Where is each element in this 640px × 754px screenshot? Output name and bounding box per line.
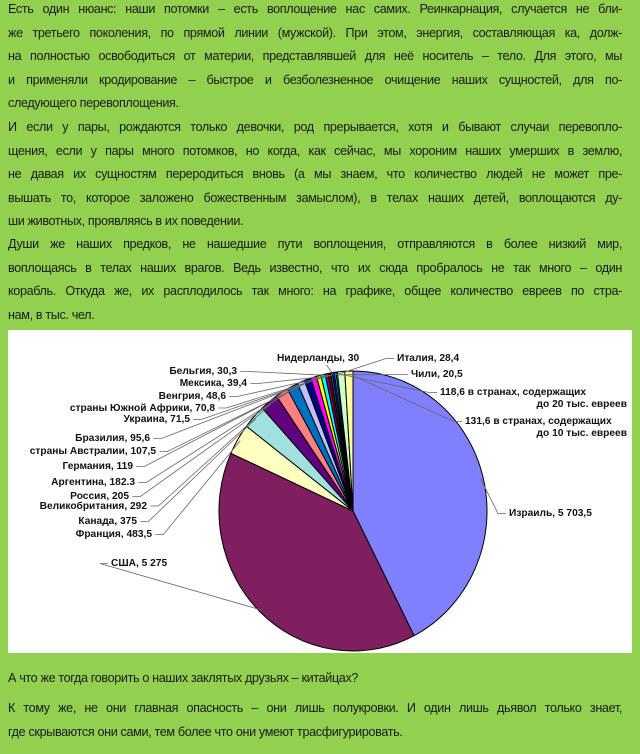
- text-line: где скрываются они сами, тем более что они умеют трасфигурировать.: [8, 724, 403, 739]
- label-small-10k-line2: до 10 тыс. евреев: [536, 428, 627, 439]
- label-small-20k-line2: до 20 тыс. евреев: [536, 399, 627, 410]
- paragraph-1: [8, 0, 622, 116]
- label-south-africa: страны Южной Африки, 70,8: [69, 403, 215, 414]
- label-israel: Израиль, 5 703,5: [509, 508, 592, 519]
- label-small-20k: 118,6 в странах, содержащих: [440, 387, 587, 398]
- text-line: вышать то, которое заложено божественным замыслом), в телах наших детей, воплощаются ду-: [8, 190, 622, 205]
- label-netherlands: Нидерланды, 30: [277, 353, 360, 364]
- text-line: следующего перевоплощения.: [8, 96, 179, 111]
- text-line: ши животных, проявляясь в их поведении.: [8, 214, 244, 229]
- paragraph-5: [8, 697, 622, 744]
- pie-chart-svg: [8, 330, 632, 653]
- paragraph-3: [8, 233, 622, 327]
- text-line: А что же тогда говорить о наших заклятых друзьях – китайцах?: [8, 671, 359, 685]
- text-line: Души же наших предков, не нашедшие пути воплощения, отправляются в более низкий мир,: [8, 237, 622, 251]
- label-italy: Италия, 28,4: [397, 353, 460, 364]
- text-line: воплощаясь в телах наших врагов. Ведь известно, что их сюда пробралось не так много – один: [8, 260, 622, 275]
- label-ukraine: Украина, 71,5: [123, 414, 190, 425]
- text-line: И если у пары, рождаются только девочки, род прерывается, хотя и бывают случаи перевопло-: [8, 120, 622, 134]
- label-chile: Чили, 20,5: [411, 369, 463, 380]
- leader-line: [240, 372, 332, 376]
- text-line: корабль. Откуда же, их расплодилось так много: на графике, общее количество евреев по стра-: [8, 284, 622, 299]
- text-line: щения, если у пары много потомков, но когда, как сейчас, мы хороним наших умерших в землю,: [8, 143, 622, 158]
- text-line: не давая их сущностям переродиться вновь (а мы знаем, что количество людей не может пре-: [8, 167, 622, 182]
- label-argentina: Аргентина, 182.3: [51, 477, 135, 488]
- text-line: Есть один нюанс: наши потомки – есть воплощение нас самих. Реинкарнация, случается не бли-: [8, 2, 622, 16]
- label-belgium: Бельгия, 30,3: [169, 366, 237, 377]
- label-usa: США, 5 275: [111, 558, 168, 569]
- text-line: и применяли кродирование – быстрое и безболезненное очищение наших сущностей, для по-: [8, 72, 622, 87]
- paragraph-4: [8, 667, 622, 691]
- label-canada: Канада, 375: [78, 516, 137, 527]
- label-russia: Россия, 205: [70, 491, 129, 502]
- label-small-10k: 131,6 в странах, содержащих: [465, 416, 612, 427]
- text-line: К тому же, не они главная опасность – они лишь полукровки. И один лишь дьявол только знает,: [8, 701, 622, 715]
- text-line: нам, в тыс. чел.: [8, 307, 95, 322]
- label-uk: Великобритания, 292: [39, 501, 147, 512]
- label-hungary: Венгрия, 48,6: [158, 391, 226, 402]
- label-germany: Германия, 119: [62, 461, 133, 472]
- label-france: Франция, 483,5: [75, 529, 152, 540]
- text-line: же третьего поколения, по прямой линии (мужской). При этом, энергия, составляющая ка, долж-: [8, 25, 622, 40]
- label-australia: страны Австралии, 107,5: [29, 446, 156, 457]
- text-line: на полностью освободиться от материи, представлявшей для неё носитель – тело. Для этого, мы: [8, 49, 622, 64]
- label-mexico: Мексика, 39,4: [179, 378, 247, 389]
- label-brazil: Бразилия, 95,6: [75, 433, 150, 444]
- paragraph-2: [8, 116, 622, 234]
- pie-chart: [8, 330, 632, 653]
